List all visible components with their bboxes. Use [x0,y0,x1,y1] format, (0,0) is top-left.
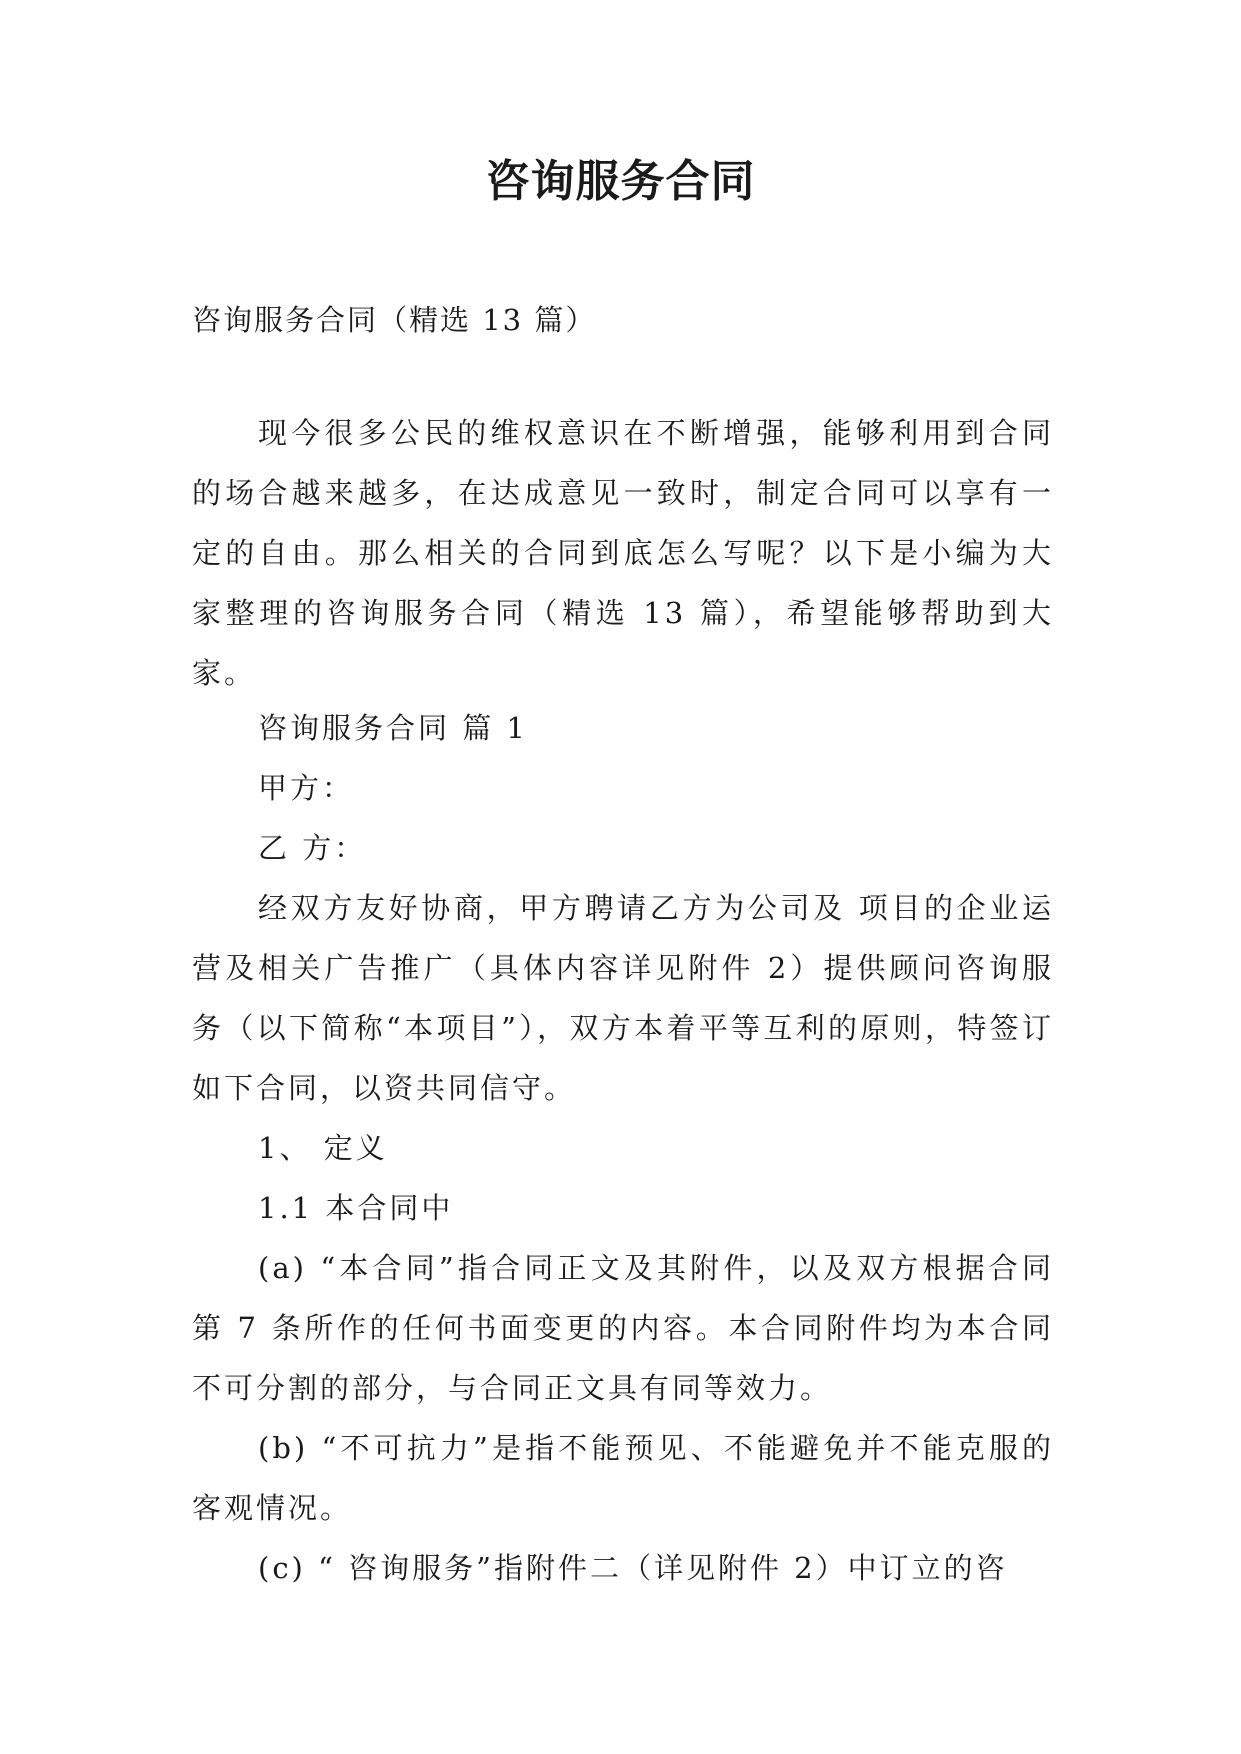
section-heading: 咨询服务合同 篇 1 [258,711,528,745]
document-title: 咨询服务合同 [485,156,756,207]
clause-1-heading: 1、 定义 [258,1131,388,1165]
clause-a-paragraph: (a) “本合同”指合同正文及其附件，以及双方根据合同第 7 条所作的任何书面变更的内容。本合同附件均为本合同不可分割的部分，与合同正文具有同等效力。 [192,1251,1054,1405]
agreement-paragraph: 经双方友好协商，甲方聘请乙方为公司及 项目的企业运营及相关广告推广（具体内容详见附件 2）提供顾问咨询服务（以下简称“本项目”），双方本着平等互利的原则，特签订如下合同，以资共同信守。 [192,891,1054,1105]
intro-paragraph: 现今很多公民的维权意识在不断增强，能够利用到合同的场合越来越多，在达成意见一致时，制定合同可以享有一定的自由。那么相关的合同到底怎么写呢？以下是小编为大家整理的咨询服务合同（精选 13 篇），希望能够帮助到大家。 [192,416,1054,690]
clause-b-paragraph: (b) “不可抗力”是指不能预见、不能避免并不能克服的客观情况。 [192,1431,1054,1525]
party-b-line: 乙 方： [258,831,367,865]
party-a-line: 甲方： [258,771,355,805]
document-subtitle: 咨询服务合同（精选 13 篇） [192,303,597,337]
clause-c-paragraph: (c) “ 咨询服务”指附件二（详见附件 2）中订立的咨 [258,1551,1008,1585]
contract-section [192,698,1054,1598]
intro-block [192,403,1054,703]
clause-1-1-heading: 1.1 本合同中 [258,1191,454,1225]
